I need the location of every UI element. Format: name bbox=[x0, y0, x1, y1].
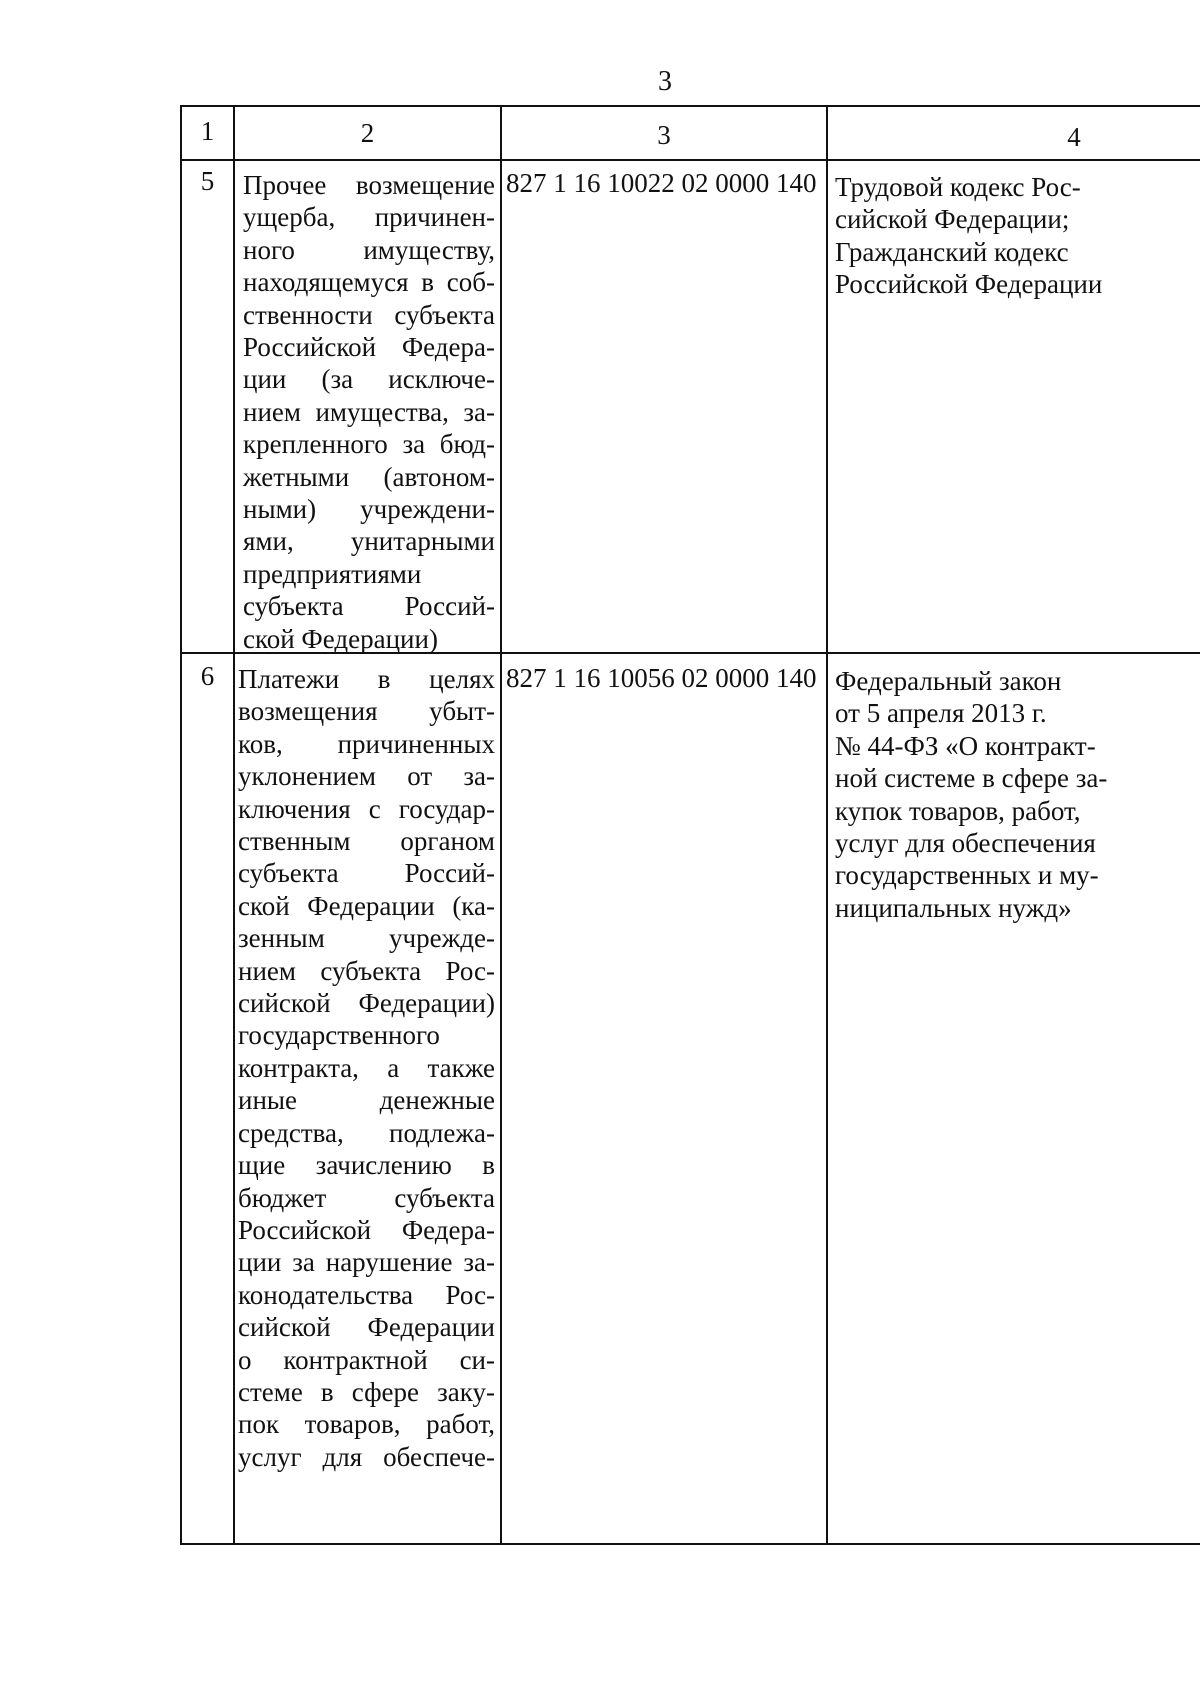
description-line: зенным учрежде- bbox=[238, 923, 495, 954]
description-line: ями, унитарными bbox=[243, 526, 495, 557]
row-6-number: 6 bbox=[200, 661, 215, 691]
description-line: услуг для обеспече- bbox=[238, 1441, 495, 1472]
description-line: жетными (автоном- bbox=[243, 461, 495, 492]
description-line: ственным органом bbox=[238, 826, 495, 857]
description-line: ской Федерации) bbox=[243, 623, 438, 654]
row-5-law bbox=[835, 171, 1102, 301]
law-line: услуг для обеспечения bbox=[835, 828, 1096, 859]
page-number: 3 bbox=[658, 66, 672, 97]
description-line: сийской Федерации bbox=[238, 1312, 495, 1343]
description-line: ного имуществу, bbox=[243, 234, 495, 265]
description-line: Прочее возмещение bbox=[243, 170, 495, 200]
description-line: конодательства Рос- bbox=[238, 1279, 495, 1310]
row-6-code: 827 1 16 10056 02 0000 140 bbox=[506, 663, 817, 693]
revenue-codes-table bbox=[180, 105, 1200, 1545]
description-line: Платежи в целях bbox=[238, 664, 495, 694]
description-line: пок товаров, работ, bbox=[238, 1409, 495, 1440]
description-line: иные денежные bbox=[238, 1085, 495, 1116]
law-line: Российской Федерации bbox=[835, 269, 1103, 300]
row-5-number: 5 bbox=[200, 166, 215, 196]
description-line: нием имущества, за- bbox=[243, 396, 495, 427]
header-col-1: 1 bbox=[200, 116, 215, 146]
header-divider bbox=[180, 159, 1200, 161]
row-6-law bbox=[835, 665, 1107, 924]
description-line: ключения с государ- bbox=[238, 793, 495, 824]
description-line: сийской Федерации) bbox=[238, 988, 495, 1019]
law-line: Федеральный закон bbox=[835, 666, 1062, 696]
law-line: ной системе в сфере за- bbox=[835, 763, 1108, 794]
law-line: Гражданский кодекс bbox=[835, 236, 1069, 267]
column-divider-1 bbox=[233, 105, 235, 1545]
description-line: субъекта Россий- bbox=[243, 591, 495, 622]
description-line: крепленного за бюд- bbox=[243, 429, 495, 460]
description-line: ции (за исключе- bbox=[243, 364, 495, 395]
description-line: субъекта Россий- bbox=[238, 858, 495, 889]
description-line: ными) учреждени- bbox=[243, 494, 495, 525]
description-line: о контрактной си- bbox=[238, 1344, 495, 1375]
description-line: Российской Федера- bbox=[238, 1214, 495, 1245]
law-line: сийской Федерации; bbox=[835, 204, 1070, 235]
description-line: ущерба, причинен- bbox=[243, 202, 495, 233]
row-6-description bbox=[238, 663, 495, 1473]
description-line: ской Федерации (ка- bbox=[238, 890, 495, 921]
law-line: № 44-ФЗ «О контракт- bbox=[835, 730, 1096, 761]
description-line: ственности субъекта bbox=[243, 299, 495, 330]
description-line: возмещения убыт- bbox=[238, 696, 495, 727]
law-line: Трудовой кодекс Рос- bbox=[835, 172, 1081, 202]
description-line: Российской Федера- bbox=[243, 332, 495, 363]
column-divider-3 bbox=[826, 105, 828, 1545]
description-line: ков, причиненных bbox=[238, 728, 495, 759]
table-border-left bbox=[180, 105, 182, 1545]
header-col-3: 3 bbox=[657, 120, 671, 150]
description-line: бюджет субъекта bbox=[238, 1182, 495, 1213]
description-line: находящемуся в соб- bbox=[243, 267, 495, 298]
description-line: предприятиями bbox=[243, 558, 422, 589]
description-line: государственного bbox=[238, 1020, 440, 1051]
description-line: средства, подлежа- bbox=[238, 1117, 495, 1148]
law-line: купок товаров, работ, bbox=[835, 795, 1081, 826]
table-border-top bbox=[180, 105, 1200, 107]
header-col-2: 2 bbox=[360, 118, 375, 148]
column-divider-2 bbox=[500, 105, 502, 1545]
description-line: ции за нарушение за- bbox=[238, 1247, 495, 1278]
row-5-description bbox=[243, 169, 495, 655]
table-border-bottom bbox=[180, 1543, 1200, 1545]
description-line: нием субъекта Рос- bbox=[238, 955, 495, 986]
description-line: щие зачислению в bbox=[238, 1150, 495, 1181]
description-line: контракта, а также bbox=[238, 1052, 495, 1083]
header-col-4: 4 bbox=[1067, 122, 1081, 152]
description-line: уклонением от за- bbox=[238, 761, 495, 792]
law-line: государственных и му- bbox=[835, 860, 1099, 891]
row-5-code: 827 1 16 10022 02 0000 140 bbox=[506, 168, 817, 198]
description-line: стеме в сфере заку- bbox=[238, 1376, 495, 1407]
law-line: от 5 апреля 2013 г. bbox=[835, 698, 1047, 729]
law-line: ниципальных нужд» bbox=[835, 892, 1072, 923]
